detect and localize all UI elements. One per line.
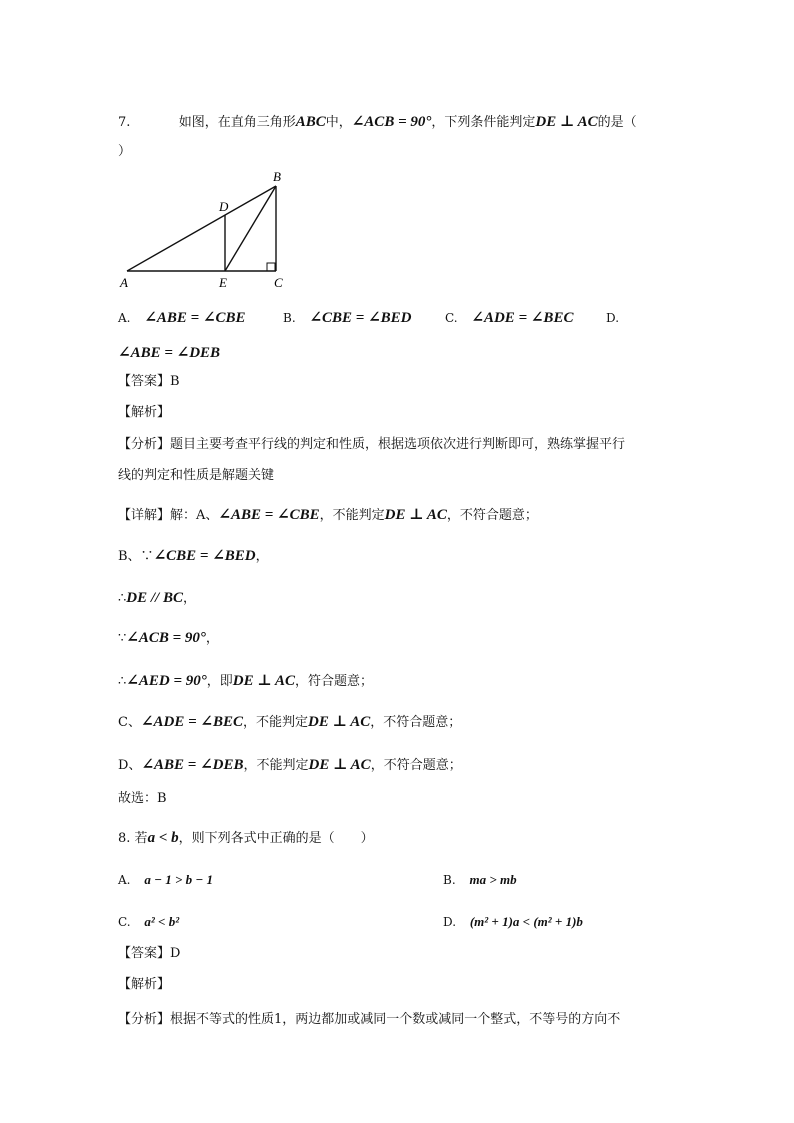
q7-detail-a — [118, 507, 538, 524]
q8-option-a-expr: a − 1 > b − 1 — [144, 872, 213, 887]
segment-BE — [225, 186, 276, 271]
q7-stem-text-b: 中， — [325, 115, 352, 130]
q7-detail-c-no-judge: ，不能判定 — [243, 715, 309, 730]
q7-analysis-label: 【解析】 — [118, 405, 171, 420]
q7-option-b-expr: ∠CBE = ∠BED — [309, 310, 412, 326]
label-E: E — [219, 275, 227, 290]
q7-detail-a-prefix: 解：A、 — [170, 508, 219, 523]
q8-option-c-expr: a² < b² — [144, 914, 180, 929]
q7-detail-c-prefix: C、 — [118, 715, 141, 730]
q8-option-b-expr: ma > mb — [469, 872, 517, 887]
q8-option-d — [443, 914, 583, 930]
q7-detail-c-perp: DE ⊥ AC — [308, 714, 371, 730]
q8-option-a — [118, 872, 213, 888]
q7-answer-value: B — [170, 374, 180, 389]
q8-stem-text-b: ，则下列各式中正确的是（ ） — [178, 831, 374, 846]
q7-detail-d-not-fit: ，不符合题意； — [370, 758, 462, 773]
q7-ji: ，即 — [206, 674, 233, 689]
q7-acb: ∠ACB = 90° — [126, 630, 206, 646]
q7-detail-d-no-judge: ，不能判定 — [243, 758, 309, 773]
q7-detail-b-4 — [118, 673, 373, 690]
q7-detail-b-comma: ， — [255, 549, 269, 564]
q7-option-d-letter: D. — [606, 311, 620, 325]
q7-stem-text-c: ，下列条件能判定 — [431, 115, 536, 130]
segment-AB — [127, 186, 276, 271]
q7-stem-text-d: 的是（ — [597, 115, 637, 130]
q7-detail-d-prefix: D、 — [118, 758, 142, 773]
q7-close-paren: ） — [118, 144, 132, 159]
label-C: C — [274, 275, 283, 290]
q8-stem-text-a: 若 — [134, 831, 148, 846]
q8-fenxi-text: 根据不等式的性质1，两边都加或减同一个数或减同一个整式，不等号的方向不 — [170, 1012, 621, 1027]
q7-detail-b-prefix: B、∵ — [118, 549, 154, 564]
q8-answer — [118, 946, 180, 962]
q7-detail-c-expr: ∠ADE = ∠BEC — [140, 714, 243, 730]
q7-answer — [118, 374, 180, 390]
q7-detail-b-3 — [118, 630, 219, 647]
q7-detail-a-perp: DE ⊥ AC — [384, 507, 447, 523]
q8-option-d-letter: D. — [443, 915, 457, 929]
q8-answer-label: 【答案】 — [118, 946, 171, 961]
q8-option-b-letter: B. — [443, 873, 456, 887]
q7-detail-c — [118, 714, 461, 731]
q8-fenxi-label: 【分析】 — [118, 1012, 171, 1027]
q7-option-d-expr-line — [118, 345, 220, 361]
label-B: B — [273, 169, 281, 184]
right-angle-mark — [267, 263, 275, 271]
q7-angle-condition: ∠ACB = 90° — [351, 114, 432, 130]
label-D: D — [219, 199, 229, 214]
q8-analysis-label: 【解析】 — [118, 977, 171, 992]
therefore-symbol-2: ∴ — [118, 674, 127, 689]
q7-fit: ，符合题意； — [294, 674, 373, 689]
q7-detail-a-not-fit: ，不符合题意； — [446, 508, 538, 523]
q7-number: 7. — [118, 115, 131, 130]
q7-detail-d-perp: DE ⊥ AC — [308, 757, 371, 773]
therefore-symbol: ∴ — [118, 591, 127, 606]
q7-option-c-expr: ∠ADE = ∠BEC — [471, 310, 574, 326]
q8-stem — [118, 830, 374, 847]
q7-option-a-expr: ∠ABE = ∠CBE — [144, 310, 246, 326]
q7-option-a — [118, 310, 246, 326]
q8-option-c-letter: C. — [118, 915, 131, 929]
q7-option-b-letter: B. — [283, 311, 296, 325]
label-A: A — [120, 275, 128, 290]
q7-aed: ∠AED = 90° — [126, 673, 207, 689]
q8-number: 8. — [118, 831, 131, 846]
q7-detail-b-perp: DE ⊥ AC — [232, 673, 295, 689]
q7-choose: 故选：B — [118, 791, 167, 806]
q7-detail-label: 【详解】 — [118, 508, 171, 523]
q8-option-c — [118, 914, 179, 930]
because-symbol: ∵ — [118, 631, 127, 646]
q7-option-a-letter: A. — [118, 311, 131, 325]
q7-stem — [118, 114, 637, 131]
q7-option-b — [283, 310, 412, 326]
q7-detail-c-not-fit: ，不符合题意； — [370, 715, 462, 730]
q8-option-b — [443, 872, 517, 888]
q7-fenxi-label: 【分析】 — [118, 437, 171, 452]
q7-detail-b-expr: ∠CBE = ∠BED — [153, 548, 256, 564]
q8-answer-value: D — [170, 946, 181, 961]
q7-perp: DE ⊥ AC — [535, 114, 598, 130]
q7-fenxi-text-1: 题目主要考查平行线的判定和性质，根据选项依次进行判断即可，熟练掌握平行 — [170, 437, 626, 452]
q7-detail-b-2 — [118, 590, 196, 607]
q7-parallel: DE // BC — [126, 590, 183, 606]
q8-condition: a < b — [147, 830, 179, 846]
q7-fenxi-1 — [118, 437, 625, 453]
q7-option-d-expr: ∠ABE = ∠DEB — [118, 345, 221, 361]
q7-detail-a-no-judge: ，不能判定 — [319, 508, 385, 523]
q8-fenxi — [118, 1012, 620, 1028]
q8-option-d-expr: (m² + 1)a < (m² + 1)b — [469, 914, 583, 929]
q7-detail-a-expr: ∠ABE = ∠CBE — [218, 507, 320, 523]
q7-triangle: ABC — [295, 114, 326, 130]
q7-option-c — [445, 310, 573, 326]
q7-detail-b-1 — [118, 548, 269, 565]
q7-stem-text-a: 如图，在直角三角形 — [178, 115, 296, 130]
q7-figure — [115, 168, 300, 293]
q7-detail-d-expr: ∠ABE = ∠DEB — [141, 757, 244, 773]
q7-detail-d — [118, 757, 462, 774]
q7-detail-b-comma-2: ， — [182, 591, 196, 606]
q8-option-a-letter: A. — [118, 873, 131, 887]
q7-answer-label: 【答案】 — [118, 374, 171, 389]
q7-fenxi-2: 线的判定和性质是解题关键 — [118, 468, 275, 483]
q7-detail-b-comma-3: ， — [205, 631, 219, 646]
q7-option-c-letter: C. — [445, 311, 458, 325]
